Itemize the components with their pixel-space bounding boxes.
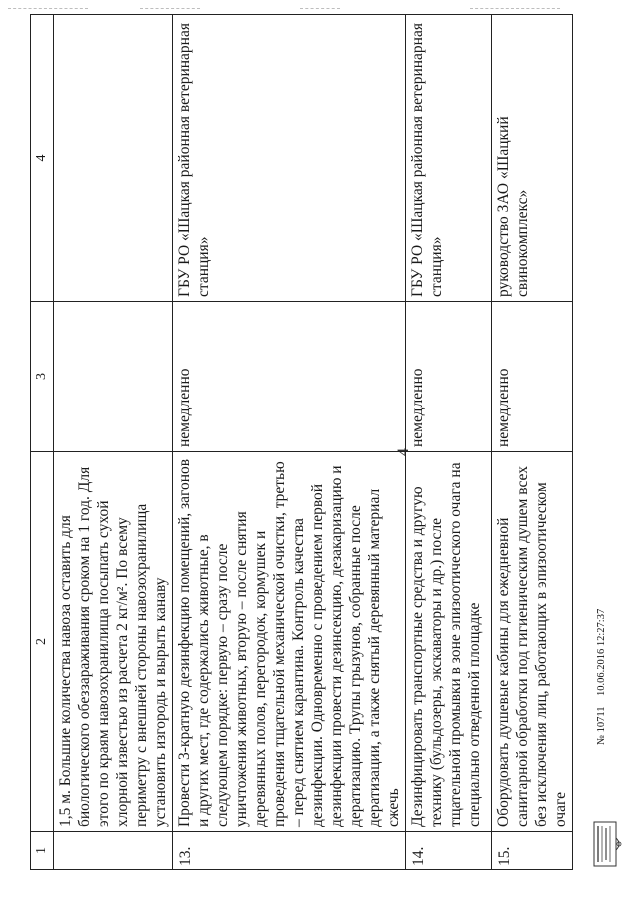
activity-cell: Дезинфицировать транспортные средства и другую технику (бульдозеры, экскаваторы и др.) после тщательной промывки в зоне эпизоотического очага на специально отведенной площадке bbox=[406, 452, 492, 832]
column-header: 3 bbox=[31, 302, 54, 452]
responsible-cell: ГБУ РО «Шацкая районная ветеринарная станция» bbox=[173, 15, 406, 302]
scan-edge-mark bbox=[300, 8, 340, 9]
responsible-cell bbox=[54, 15, 173, 302]
measures-table bbox=[30, 14, 573, 870]
deadline-cell bbox=[54, 302, 173, 452]
deadline-cell: немедленно bbox=[406, 302, 492, 452]
stamp-doc-number: № 10711 bbox=[596, 706, 607, 745]
activity-cell: 1,5 м. Большие количества навоза оставить для биологического обеззараживания сроком на 1 год. Для этого по краям навозохранилища посыпать сухой хлорной известью из расчета 2 кг/м². По всему периметру с внешней стороны навозохранилища установить изгородь и вырыть канаву bbox=[54, 452, 173, 832]
deadline-cell: немедленно bbox=[173, 302, 406, 452]
stamp-datetime: 10.06.2016 12:27:37 bbox=[596, 608, 607, 696]
page-number: 4 bbox=[395, 448, 412, 456]
scan-edge-mark bbox=[470, 8, 560, 9]
table-row bbox=[54, 15, 173, 870]
registration-stamp bbox=[595, 595, 609, 745]
row-number: 14. bbox=[406, 832, 492, 870]
row-number bbox=[54, 832, 173, 870]
column-header: 4 bbox=[31, 15, 54, 302]
column-header: 1 bbox=[31, 832, 54, 870]
row-number: 13. bbox=[173, 832, 406, 870]
responsible-cell: руководство ЗАО «Шацкий свинокомплекс» bbox=[492, 15, 573, 302]
table-row bbox=[406, 15, 492, 870]
scan-edge-mark bbox=[8, 8, 88, 9]
deadline-cell: немедленно bbox=[492, 302, 573, 452]
scan-edge-mark bbox=[140, 8, 200, 9]
responsible-cell: ГБУ РО «Шацкая районная ветеринарная станция» bbox=[406, 15, 492, 302]
measures-table-rotated bbox=[30, 15, 569, 870]
column-header: 2 bbox=[31, 452, 54, 832]
activity-cell: Оборудовать душевые кабины для ежедневной санитарной обработки под гигиеническим душем всех без исключения лиц, работающих в эпизоотическом очаге bbox=[492, 452, 573, 832]
table-row bbox=[492, 15, 573, 870]
row-number: 15. bbox=[492, 832, 573, 870]
activity-cell: Провести 3-кратную дезинфекцию помещений, загонов и других мест, где содержались животные, в следующем порядке: первую – сразу после уничтожения животных, вторую – после снятия деревянных полов, перегородок, кормушек и проведения тщательной механической очистки, третью – перед снятием карантина. Контроль качества дезинфекции. Одновременно с проведением первой дезинфекции провести дезинсекцию, дезакаризацию и дератизацию. Трупы грызунов, собранные после дератизации, а также снятый деревянный материал сжечь bbox=[173, 452, 406, 832]
seal-logo-icon bbox=[588, 818, 624, 870]
table-header-row bbox=[31, 15, 54, 870]
table-row bbox=[173, 15, 406, 870]
